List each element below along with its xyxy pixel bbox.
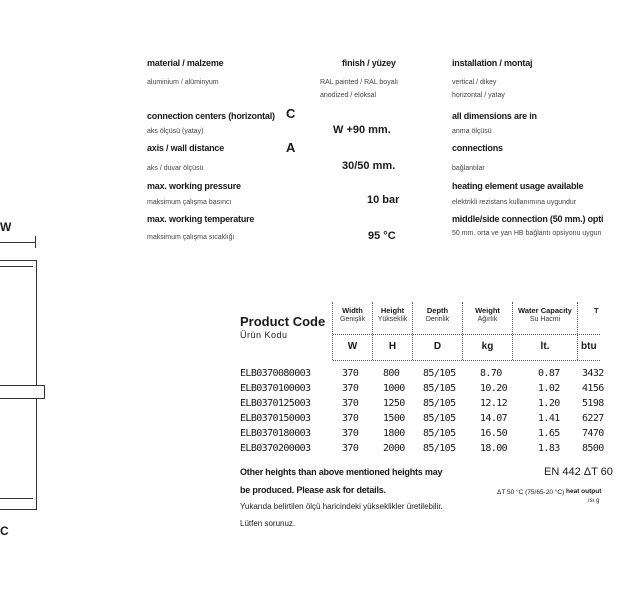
note-tr-line-1: Yukarıda belirtilen ölçü haricindeki yükseklikler üretilebilir.	[240, 502, 443, 511]
spec-value: 10 bar	[367, 194, 400, 206]
spec-value: W +90 mm.	[333, 124, 391, 136]
spec-title: connection centers (horizontal)	[147, 111, 275, 121]
column-unit-thermal: btu	[581, 341, 597, 352]
column-subheader-water-capacity: Su Hacmi	[529, 316, 561, 323]
weight-cell: 12.12	[480, 398, 508, 409]
connection-label: C	[0, 524, 9, 538]
spec-title: connections	[452, 143, 503, 153]
spec-desc: elektrikli rezistans kullanımına uygundur	[452, 199, 577, 206]
column-header-depth: Depth	[426, 306, 449, 315]
spec-desc: anma ölçüsü	[452, 128, 492, 135]
column-header-water-capacity: Water Capacity	[518, 306, 572, 315]
width-dimension-tick	[35, 236, 36, 248]
header-divider	[333, 360, 600, 361]
note-en-line-1: Other heights than above mentioned heights may	[240, 467, 443, 477]
product-code-cell: ELB0370125003	[240, 398, 311, 409]
depth-cell: 85/105	[423, 368, 456, 379]
weight-cell: 18.00	[480, 443, 508, 454]
dimension-letter-a: A	[286, 140, 296, 155]
column-subheader-depth: Derinlik	[425, 316, 450, 323]
depth-cell: 85/105	[423, 413, 456, 424]
product-code-title: Product Code	[240, 314, 326, 329]
spec-title: axis / wall distance	[147, 143, 225, 153]
product-code-cell: ELB0370150003	[240, 413, 311, 424]
water-capacity-cell: 1.41	[538, 413, 560, 424]
spec-desc: maksimum çalışma basıncı	[147, 199, 232, 206]
spec-title: finish / yüzey	[342, 58, 396, 68]
column-unit-height: H	[388, 341, 397, 352]
column-subheader-weight: Ağırlık	[477, 316, 498, 323]
width-cell: 370	[342, 383, 359, 394]
spec-desc: maksimum çalışma sıcaklığı	[147, 234, 235, 241]
note-en-line-2: be produced. Please ask for details.	[240, 485, 386, 495]
height-cell: 800	[383, 368, 400, 379]
width-dimension-line	[0, 242, 36, 243]
width-cell: 370	[342, 428, 359, 439]
btu-cell: 8500	[582, 443, 604, 454]
spec-title: max. working pressure	[147, 181, 241, 191]
width-cell: 370	[342, 398, 359, 409]
depth-cell: 85/105	[423, 443, 456, 454]
width-cell: 370	[342, 368, 359, 379]
column-subheader-width: Genişlik	[340, 316, 365, 323]
water-capacity-cell: 0.87	[538, 368, 560, 379]
column-unit-weight: kg	[481, 341, 494, 352]
connection-bar	[0, 385, 45, 399]
spec-title: heating element usage available	[452, 181, 584, 191]
spec-desc: bağlantılar	[452, 165, 485, 172]
btu-cell: 7470	[582, 428, 604, 439]
note-tr-line-2: Lütfen sorunuz.	[240, 519, 296, 528]
column-unit-width: W	[347, 341, 358, 352]
water-capacity-cell: 1.02	[538, 383, 560, 394]
height-cell: 1500	[383, 413, 405, 424]
spec-title: installation / montaj	[452, 58, 533, 68]
heat-output-label: heat output	[566, 488, 602, 495]
height-cell: 2000	[383, 443, 405, 454]
height-cell: 1000	[383, 383, 405, 394]
width-label: W	[0, 220, 12, 234]
spec-value: 95 °C	[368, 230, 396, 242]
height-cell: 1250	[383, 398, 405, 409]
spec-desc: 50 mm. orta ve yan HB bağlantı opsiyonu uygun	[452, 230, 602, 237]
weight-cell: 14.07	[480, 413, 508, 424]
spec-title: all dimensions are in	[452, 111, 537, 121]
column-unit-depth: D	[433, 341, 442, 352]
spec-desc: RAL painted / RAL boyalı	[320, 79, 399, 86]
water-capacity-cell: 1.65	[538, 428, 560, 439]
weight-cell: 8.70	[480, 368, 502, 379]
dimension-letter-c: C	[286, 106, 296, 121]
heat-output-note: ısı g	[588, 498, 600, 504]
standard-label: EN 442 ΔT 60	[544, 466, 613, 478]
weight-cell: 10.20	[480, 383, 508, 394]
radiator-bottom-line	[0, 498, 33, 499]
column-header-weight: Weight	[475, 306, 500, 315]
column-header-thermal: T	[594, 306, 599, 315]
spec-title: middle/side connection (50 mm.) opti	[452, 214, 604, 224]
btu-cell: 6227	[582, 413, 604, 424]
column-subheader-height: Yükseklik	[377, 316, 408, 323]
height-cell: 1800	[383, 428, 405, 439]
weight-cell: 16.50	[480, 428, 508, 439]
water-capacity-cell: 1.83	[538, 443, 560, 454]
spec-desc: aks ölçüsü (yatay)	[147, 128, 204, 135]
water-capacity-cell: 1.20	[538, 398, 560, 409]
width-cell: 370	[342, 443, 359, 454]
column-header-height: Height	[380, 306, 405, 315]
product-code-cell: ELB0370200003	[240, 443, 311, 454]
depth-cell: 85/105	[423, 383, 456, 394]
spec-title: material / malzeme	[147, 58, 224, 68]
width-cell: 370	[342, 413, 359, 424]
column-unit-water-capacity: lt.	[540, 341, 550, 352]
depth-cell: 85/105	[423, 398, 456, 409]
btu-cell: 3432	[582, 368, 604, 379]
spec-desc: aluminium / alüminyum	[147, 79, 219, 86]
spec-desc: anodized / eloksal	[320, 92, 377, 99]
spec-desc: aks / duvar ölçüsü	[147, 165, 204, 172]
product-code-cell: ELB0370100003	[240, 383, 311, 394]
product-code-cell: ELB0370080003	[240, 368, 311, 379]
btu-cell: 4156	[582, 383, 604, 394]
btu-cell: 5198	[582, 398, 604, 409]
product-code-subtitle: Ürün Kodu	[240, 330, 288, 340]
spec-value: 30/50 mm.	[342, 160, 396, 172]
depth-cell: 85/105	[423, 428, 456, 439]
header-divider	[333, 334, 600, 335]
product-code-cell: ELB0370180003	[240, 428, 311, 439]
spec-title: max. working temperature	[147, 214, 255, 224]
column-header-width: Width	[342, 306, 363, 315]
spec-desc: vertical / dikey	[452, 79, 497, 86]
radiator-top-line	[0, 266, 33, 267]
spec-desc: horizontal / yatay	[452, 92, 505, 99]
delta-t-note: ΔT 50 °C (75/65-20 °C)	[497, 489, 565, 496]
